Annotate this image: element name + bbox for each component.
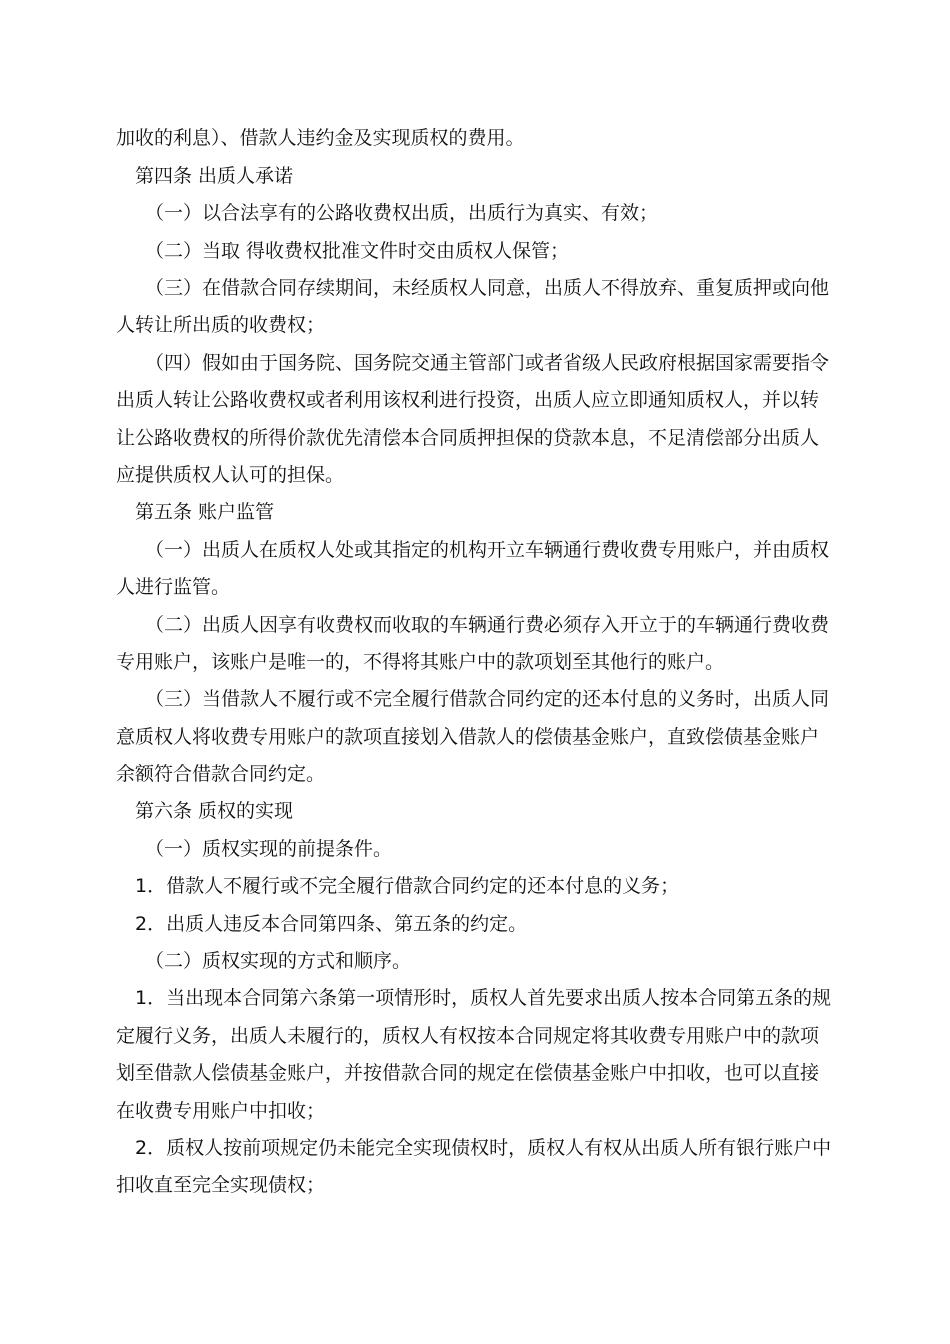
paragraph-line: （二）出质人因享有收费权而收取的车辆通行费必须存入开立于的车辆通行费收费	[145, 614, 830, 636]
paragraph-line: （二）质权实现的方式和顺序。	[145, 950, 412, 972]
paragraph-line: （四）假如由于国务院、国务院交通主管部门或者省级人民政府根据国家需要指令	[145, 352, 830, 374]
paragraph-line: 1．借款人不履行或不完全履行借款合同约定的还本付息的义务；	[135, 875, 680, 897]
article-heading-5: 第五条 账户监管	[135, 501, 275, 523]
article-heading-4: 第四条 出质人承诺	[135, 165, 294, 187]
article-heading-6: 第六条 质权的实现	[135, 800, 294, 822]
paragraph-line: （一）以合法享有的公路收费权出质，出质行为真实、有效；	[145, 202, 659, 224]
paragraph-line: 加收的利息）、借款人违约金及实现质权的费用。	[116, 127, 525, 149]
paragraph-line: 人进行监管。	[116, 576, 231, 598]
paragraph-line: （三）当借款人不履行或不完全履行借款合同约定的还本付息的义务时，出质人同	[145, 688, 830, 710]
paragraph-line: （一）出质人在质权人处或其指定的机构开立车辆通行费收费专用账户，并由质权	[145, 539, 830, 561]
paragraph-line: 1．当出现本合同第六条第一项情形时，质权人首先要求出质人按本合同第五条的规	[135, 987, 832, 1009]
paragraph-line: 意质权人将收费专用账户的款项直接划入借款人的偿债基金账户，直致偿债基金账户	[116, 726, 820, 748]
paragraph-line: 余额符合借款合同约定。	[116, 763, 326, 785]
paragraph-line: （一）质权实现的前提条件。	[145, 838, 393, 860]
paragraph-line: 在收费专用账户中扣收；	[116, 1100, 326, 1122]
paragraph-line: 出质人转让公路收费权或者利用该权利进行投资，出质人应立即通知质权人，并以转	[116, 389, 820, 411]
paragraph-line: 人转让所出质的收费权；	[116, 314, 326, 336]
paragraph-line: 应提供质权人认可的担保。	[116, 464, 345, 486]
paragraph-line: （三）在借款合同存续期间，未经质权人同意，出质人不得放弃、重复质押或向他	[145, 277, 830, 299]
paragraph-line: 划至借款人偿债基金账户，并按借款合同的规定在偿债基金账户中扣收，也可以直接	[116, 1062, 820, 1084]
paragraph-line: （二）当取 得收费权批准文件时交由质权人保管；	[145, 240, 570, 262]
paragraph-line: 扣收直至完全实现债权；	[116, 1174, 326, 1196]
paragraph-line: 专用账户，该账户是唯一的，不得将其账户中的款项划至其他行的账户。	[116, 651, 725, 673]
paragraph-line: 让公路收费权的所得价款优先清偿本合同质押担保的贷款本息，不足清偿部分出质人	[116, 427, 820, 449]
paragraph-line: 定履行义务，出质人未履行的，质权人有权按本合同规定将其收费专用账户中的款项	[116, 1025, 820, 1047]
paragraph-line: 2．质权人按前项规定仍未能完全实现债权时，质权人有权从出质人所有银行账户中	[135, 1137, 832, 1159]
paragraph-line: 2．出质人违反本合同第四条、第五条的约定。	[135, 913, 528, 935]
